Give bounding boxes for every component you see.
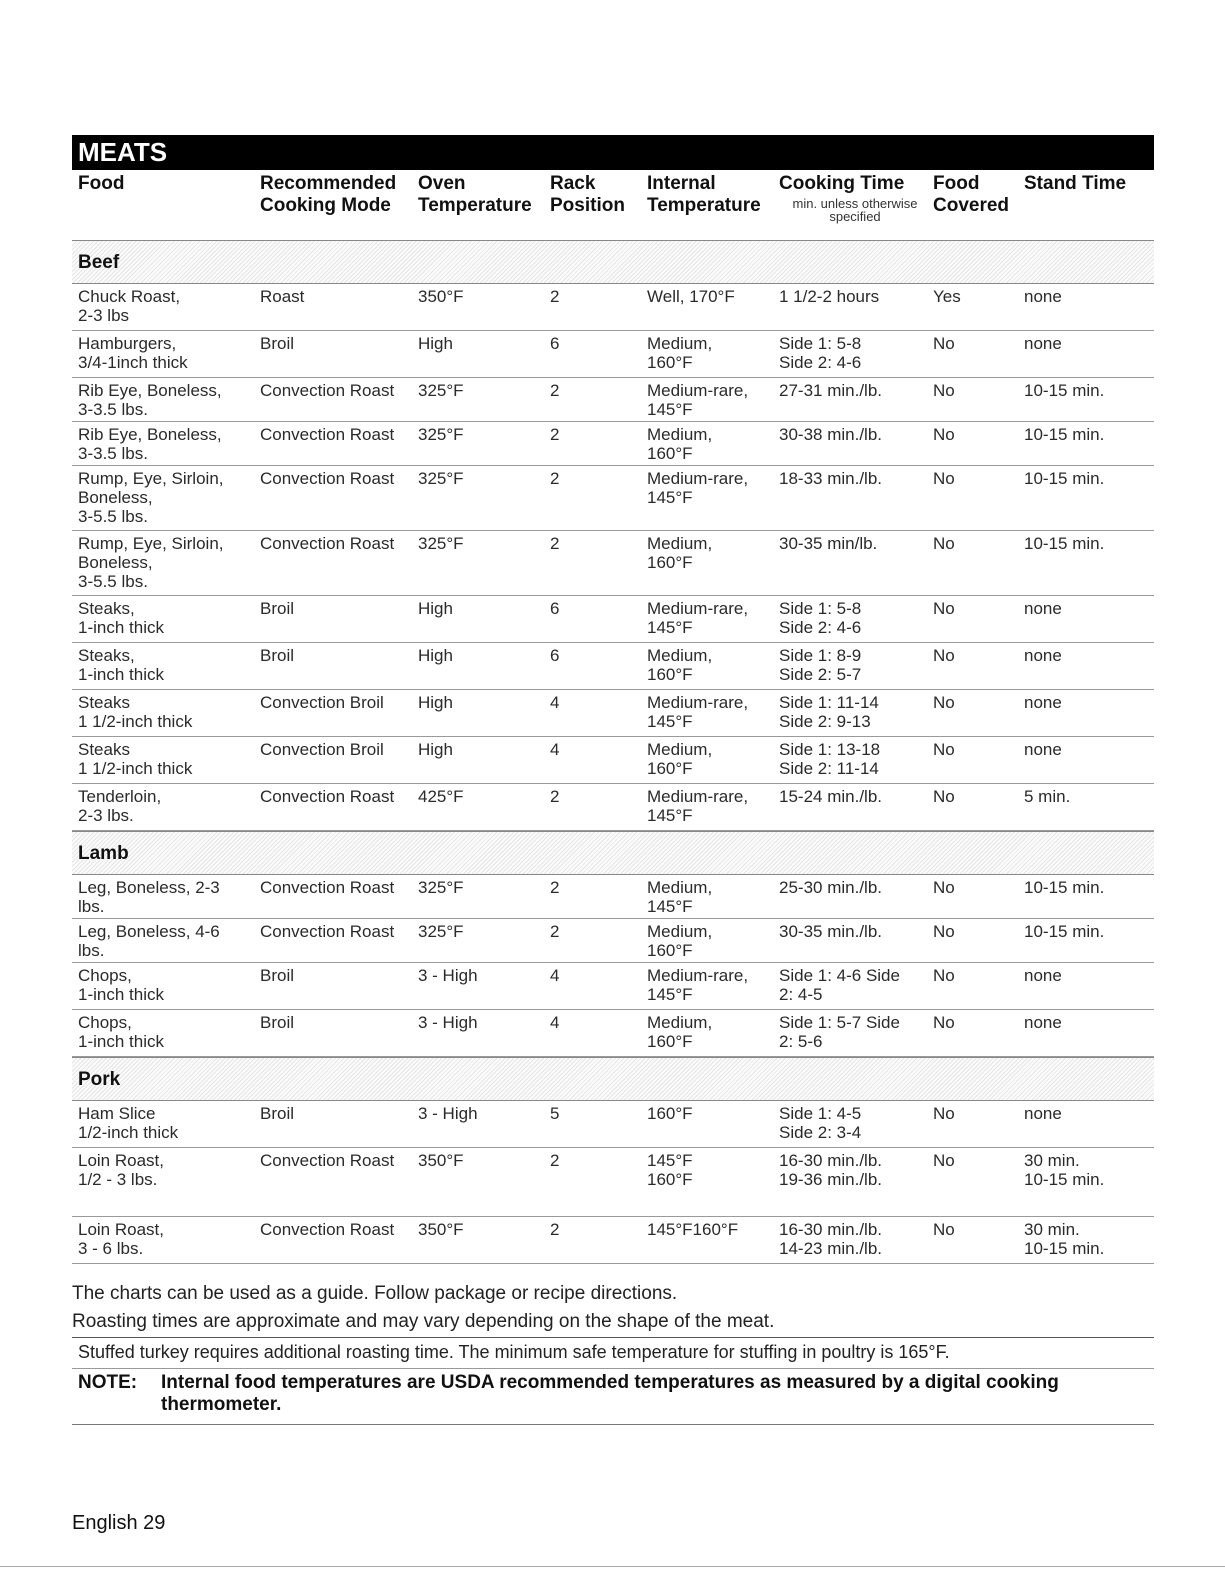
cell-stand: 10-15 min. (1024, 534, 1105, 553)
cell-mode: Broil (260, 966, 295, 985)
cell-mode: Roast (260, 287, 305, 306)
cell-stand: none (1024, 740, 1062, 759)
header-cooking-mode: Recommended Cooking Mode (260, 173, 397, 216)
cell-food: Rib Eye, Boneless, 3-3.5 lbs. (78, 381, 222, 419)
cell-food: Chuck Roast, 2-3 lbs (78, 287, 181, 325)
cell-stand: none (1024, 599, 1062, 618)
cell-food: Leg, Boneless, 4-6 lbs. (78, 922, 220, 960)
cell-time: Side 1: 11-14 Side 2: 9-13 (779, 693, 879, 731)
table-row (72, 422, 1154, 466)
section-label: Pork (78, 1069, 121, 1090)
cell-rack: 5 (550, 1104, 560, 1123)
cell-temp: 350°F (418, 1151, 464, 1170)
cell-time: 30-35 min./lb. (779, 922, 882, 941)
cell-time: Side 1: 5-8 Side 2: 4-6 (779, 334, 862, 372)
cell-mode: Convection Broil (260, 740, 384, 759)
cell-temp: 325°F (418, 425, 464, 444)
table-row (72, 1010, 1154, 1057)
cell-internal: Medium, 160°F (647, 922, 713, 960)
cell-time: 16-30 min./lb. 19-36 min./lb. (779, 1151, 882, 1189)
cell-temp: 325°F (418, 469, 464, 488)
cell-time: Side 1: 13-18 Side 2: 11-14 (779, 740, 881, 778)
cell-time: 15-24 min./lb. (779, 787, 882, 806)
table-row (72, 1101, 1154, 1148)
cell-internal: Medium-rare, 145°F (647, 469, 749, 507)
cell-stand: none (1024, 287, 1062, 306)
cell-stand: none (1024, 646, 1062, 665)
cell-mode: Convection Roast (260, 534, 395, 553)
cell-covered: No (933, 1220, 955, 1239)
table-row (72, 875, 1154, 919)
cell-food: Rump, Eye, Sirloin, Boneless, 3-5.5 lbs. (78, 534, 224, 591)
cell-mode: Broil (260, 1013, 295, 1032)
cell-covered: No (933, 469, 955, 488)
table-row (72, 284, 1154, 331)
cell-time: 16-30 min./lb. 14-23 min./lb. (779, 1220, 882, 1258)
cell-covered: No (933, 1151, 955, 1170)
table-row (72, 963, 1154, 1010)
cell-rack: 2 (550, 1151, 560, 1170)
table-row (72, 1217, 1154, 1264)
cell-time: Side 1: 5-7 Side 2: 5-6 (779, 1013, 900, 1051)
cell-stand: 10-15 min. (1024, 425, 1105, 444)
cell-mode: Convection Roast (260, 1151, 395, 1170)
table-row (72, 690, 1154, 737)
cell-mode: Convection Roast (260, 381, 395, 400)
cell-food: Rump, Eye, Sirloin, Boneless, 3-5.5 lbs. (78, 469, 224, 526)
cell-internal: 145°F160°F (647, 1220, 739, 1239)
section-header-pork (72, 1057, 1154, 1101)
cell-temp: 325°F (418, 534, 464, 553)
cell-mode: Broil (260, 334, 295, 353)
cell-covered: No (933, 534, 955, 553)
cell-internal: Medium, 160°F (647, 334, 713, 372)
header-food: Food (78, 173, 125, 194)
cell-internal: Well, 170°F (647, 287, 735, 306)
table-row (72, 466, 1154, 531)
cell-time: 18-33 min./lb. (779, 469, 882, 488)
cell-covered: Yes (933, 287, 961, 306)
table-row (72, 737, 1154, 784)
section-label: Lamb (78, 843, 129, 864)
note-block (72, 1372, 1154, 1425)
footnote-roasting: Roasting times are approximate and may vary depending on the shape of the meat. (72, 1311, 1154, 1338)
cell-covered: No (933, 334, 955, 353)
cell-temp: High (418, 599, 453, 618)
header-stand-time: Stand Time (1024, 173, 1127, 194)
table-row (72, 919, 1154, 963)
cell-temp: 350°F (418, 287, 464, 306)
cell-mode: Convection Broil (260, 693, 384, 712)
cell-rack: 2 (550, 534, 560, 553)
cell-temp: 3 - High (418, 1013, 478, 1032)
cell-stand: 10-15 min. (1024, 878, 1105, 897)
cell-time: 1 1/2-2 hours (779, 287, 880, 306)
cell-stand: none (1024, 1013, 1062, 1032)
section-header-beef (72, 240, 1154, 284)
footnote-guide: The charts can be used as a guide. Follow package or recipe directions. (72, 1283, 678, 1304)
cell-mode: Broil (260, 1104, 295, 1123)
footnote-stuffing: Stuffed turkey requires additional roasting time. The minimum safe temperature for stuffing in poultry is 165°F. (72, 1342, 1154, 1369)
cell-time: 27-31 min./lb. (779, 381, 882, 400)
cell-food: Hamburgers, 3/4-1inch thick (78, 334, 188, 372)
cell-rack: 2 (550, 469, 560, 488)
cell-time: 30-38 min./lb. (779, 425, 882, 444)
cell-internal: Medium-rare, 145°F (647, 966, 749, 1004)
cell-food: Steaks 1 1/2-inch thick (78, 693, 193, 731)
cell-stand: 30 min. 10-15 min. (1024, 1151, 1105, 1189)
cell-food: Leg, Boneless, 2-3 lbs. (78, 878, 220, 916)
cell-stand: 10-15 min. (1024, 922, 1105, 941)
cell-internal: Medium, 160°F (647, 740, 713, 778)
cell-stand: none (1024, 1104, 1062, 1123)
page-title: MEATS (72, 135, 1154, 170)
cell-rack: 4 (550, 693, 560, 712)
cell-time: Side 1: 4-5 Side 2: 3-4 (779, 1104, 862, 1142)
meats-table (72, 240, 1154, 1264)
cell-time: 25-30 min./lb. (779, 878, 882, 897)
table-row (72, 643, 1154, 690)
cell-temp: High (418, 740, 453, 759)
table-row (72, 378, 1154, 422)
cell-food: Steaks 1 1/2-inch thick (78, 740, 193, 778)
cell-time: Side 1: 5-8 Side 2: 4-6 (779, 599, 862, 637)
cell-stand: 5 min. (1024, 787, 1071, 806)
cell-food: Rib Eye, Boneless, 3-3.5 lbs. (78, 425, 222, 463)
cell-temp: High (418, 646, 453, 665)
cell-food: Steaks, 1-inch thick (78, 646, 164, 684)
cell-temp: 350°F (418, 1220, 464, 1239)
cell-internal: Medium-rare, 145°F (647, 381, 749, 419)
cell-covered: No (933, 599, 955, 618)
cell-food: Tenderloin, 2-3 lbs. (78, 787, 162, 825)
cell-internal: Medium, 160°F (647, 1013, 713, 1051)
cell-rack: 2 (550, 287, 560, 306)
note-text: Internal food temperatures are USDA recommended temperatures as measured by a digital cooking thermometer. (161, 1372, 1059, 1415)
cell-stand: 30 min. 10-15 min. (1024, 1220, 1105, 1258)
cell-time: Side 1: 8-9 Side 2: 5-7 (779, 646, 862, 684)
cell-temp: High (418, 334, 453, 353)
cell-mode: Convection Roast (260, 425, 395, 444)
cell-stand: 10-15 min. (1024, 381, 1105, 400)
cell-mode: Broil (260, 646, 295, 665)
cell-internal: Medium-rare, 145°F (647, 787, 749, 825)
cell-stand: none (1024, 334, 1062, 353)
cell-mode: Convection Roast (260, 922, 395, 941)
cell-temp: 325°F (418, 878, 464, 897)
header-cooking-time-note: min. unless otherwise specified (792, 196, 918, 224)
cell-food: Chops, 1-inch thick (78, 966, 164, 1004)
cell-rack: 4 (550, 966, 560, 985)
cell-food: Loin Roast, 3 - 6 lbs. (78, 1220, 164, 1258)
cell-temp: 325°F (418, 381, 464, 400)
table-row (72, 784, 1154, 831)
header-cooking-time (779, 173, 931, 223)
cell-rack: 4 (550, 740, 560, 759)
cell-rack: 2 (550, 425, 560, 444)
cell-food: Steaks, 1-inch thick (78, 599, 164, 637)
cell-covered: No (933, 646, 955, 665)
cell-internal: Medium, 160°F (647, 534, 713, 572)
cell-mode: Convection Roast (260, 787, 395, 806)
table-row (72, 596, 1154, 643)
cell-food: Loin Roast, 1/2 - 3 lbs. (78, 1151, 164, 1189)
cell-covered: No (933, 740, 955, 759)
cell-rack: 2 (550, 1220, 560, 1239)
cell-covered: No (933, 966, 955, 985)
header-food-covered: Food Covered (933, 173, 1010, 216)
section-label: Beef (78, 252, 120, 273)
table-row (72, 1148, 1154, 1217)
cell-internal: Medium, 145°F (647, 878, 713, 916)
page-number: English 29 (72, 1512, 166, 1534)
cell-mode: Convection Roast (260, 469, 395, 488)
cell-internal: Medium-rare, 145°F (647, 599, 749, 637)
cell-covered: No (933, 693, 955, 712)
cell-rack: 6 (550, 334, 560, 353)
cell-covered: No (933, 922, 955, 941)
cell-covered: No (933, 381, 955, 400)
header-oven-temperature: Oven Temperature (418, 173, 532, 216)
cell-internal: 160°F (647, 1104, 693, 1123)
cell-internal: Medium, 160°F (647, 646, 713, 684)
cell-rack: 2 (550, 922, 560, 941)
cell-covered: No (933, 425, 955, 444)
cell-internal: Medium, 160°F (647, 425, 713, 463)
cell-time: 30-35 min/lb. (779, 534, 878, 553)
cell-rack: 2 (550, 787, 560, 806)
cell-rack: 6 (550, 646, 560, 665)
cell-time: Side 1: 4-6 Side 2: 4-5 (779, 966, 900, 1004)
note-label: NOTE: (78, 1372, 138, 1393)
table-row (72, 531, 1154, 596)
cell-rack: 2 (550, 381, 560, 400)
header-cooking-time-label: Cooking Time (779, 173, 905, 194)
cell-rack: 4 (550, 1013, 560, 1032)
cell-temp: High (418, 693, 453, 712)
cell-temp: 3 - High (418, 966, 478, 985)
cell-covered: No (933, 1013, 955, 1032)
cell-mode: Broil (260, 599, 295, 618)
cell-stand: none (1024, 693, 1062, 712)
cell-stand: 10-15 min. (1024, 469, 1105, 488)
cell-covered: No (933, 1104, 955, 1123)
header-rack-position: Rack Position (550, 173, 625, 216)
cell-covered: No (933, 787, 955, 806)
cell-food: Chops, 1-inch thick (78, 1013, 164, 1051)
cell-rack: 2 (550, 878, 560, 897)
header-internal-temperature: Internal Temperature (647, 173, 761, 216)
section-header-lamb (72, 831, 1154, 875)
cell-internal: Medium-rare, 145°F (647, 693, 749, 731)
cell-rack: 6 (550, 599, 560, 618)
bottom-rule (0, 1566, 1225, 1567)
cell-stand: none (1024, 966, 1062, 985)
cell-temp: 325°F (418, 922, 464, 941)
table-row (72, 331, 1154, 378)
cell-covered: No (933, 878, 955, 897)
cell-mode: Convection Roast (260, 878, 395, 897)
cell-food: Ham Slice 1/2-inch thick (78, 1104, 179, 1142)
cell-mode: Convection Roast (260, 1220, 395, 1239)
cell-temp: 425°F (418, 787, 464, 806)
cell-internal: 145°F 160°F (647, 1151, 693, 1189)
cell-temp: 3 - High (418, 1104, 478, 1123)
